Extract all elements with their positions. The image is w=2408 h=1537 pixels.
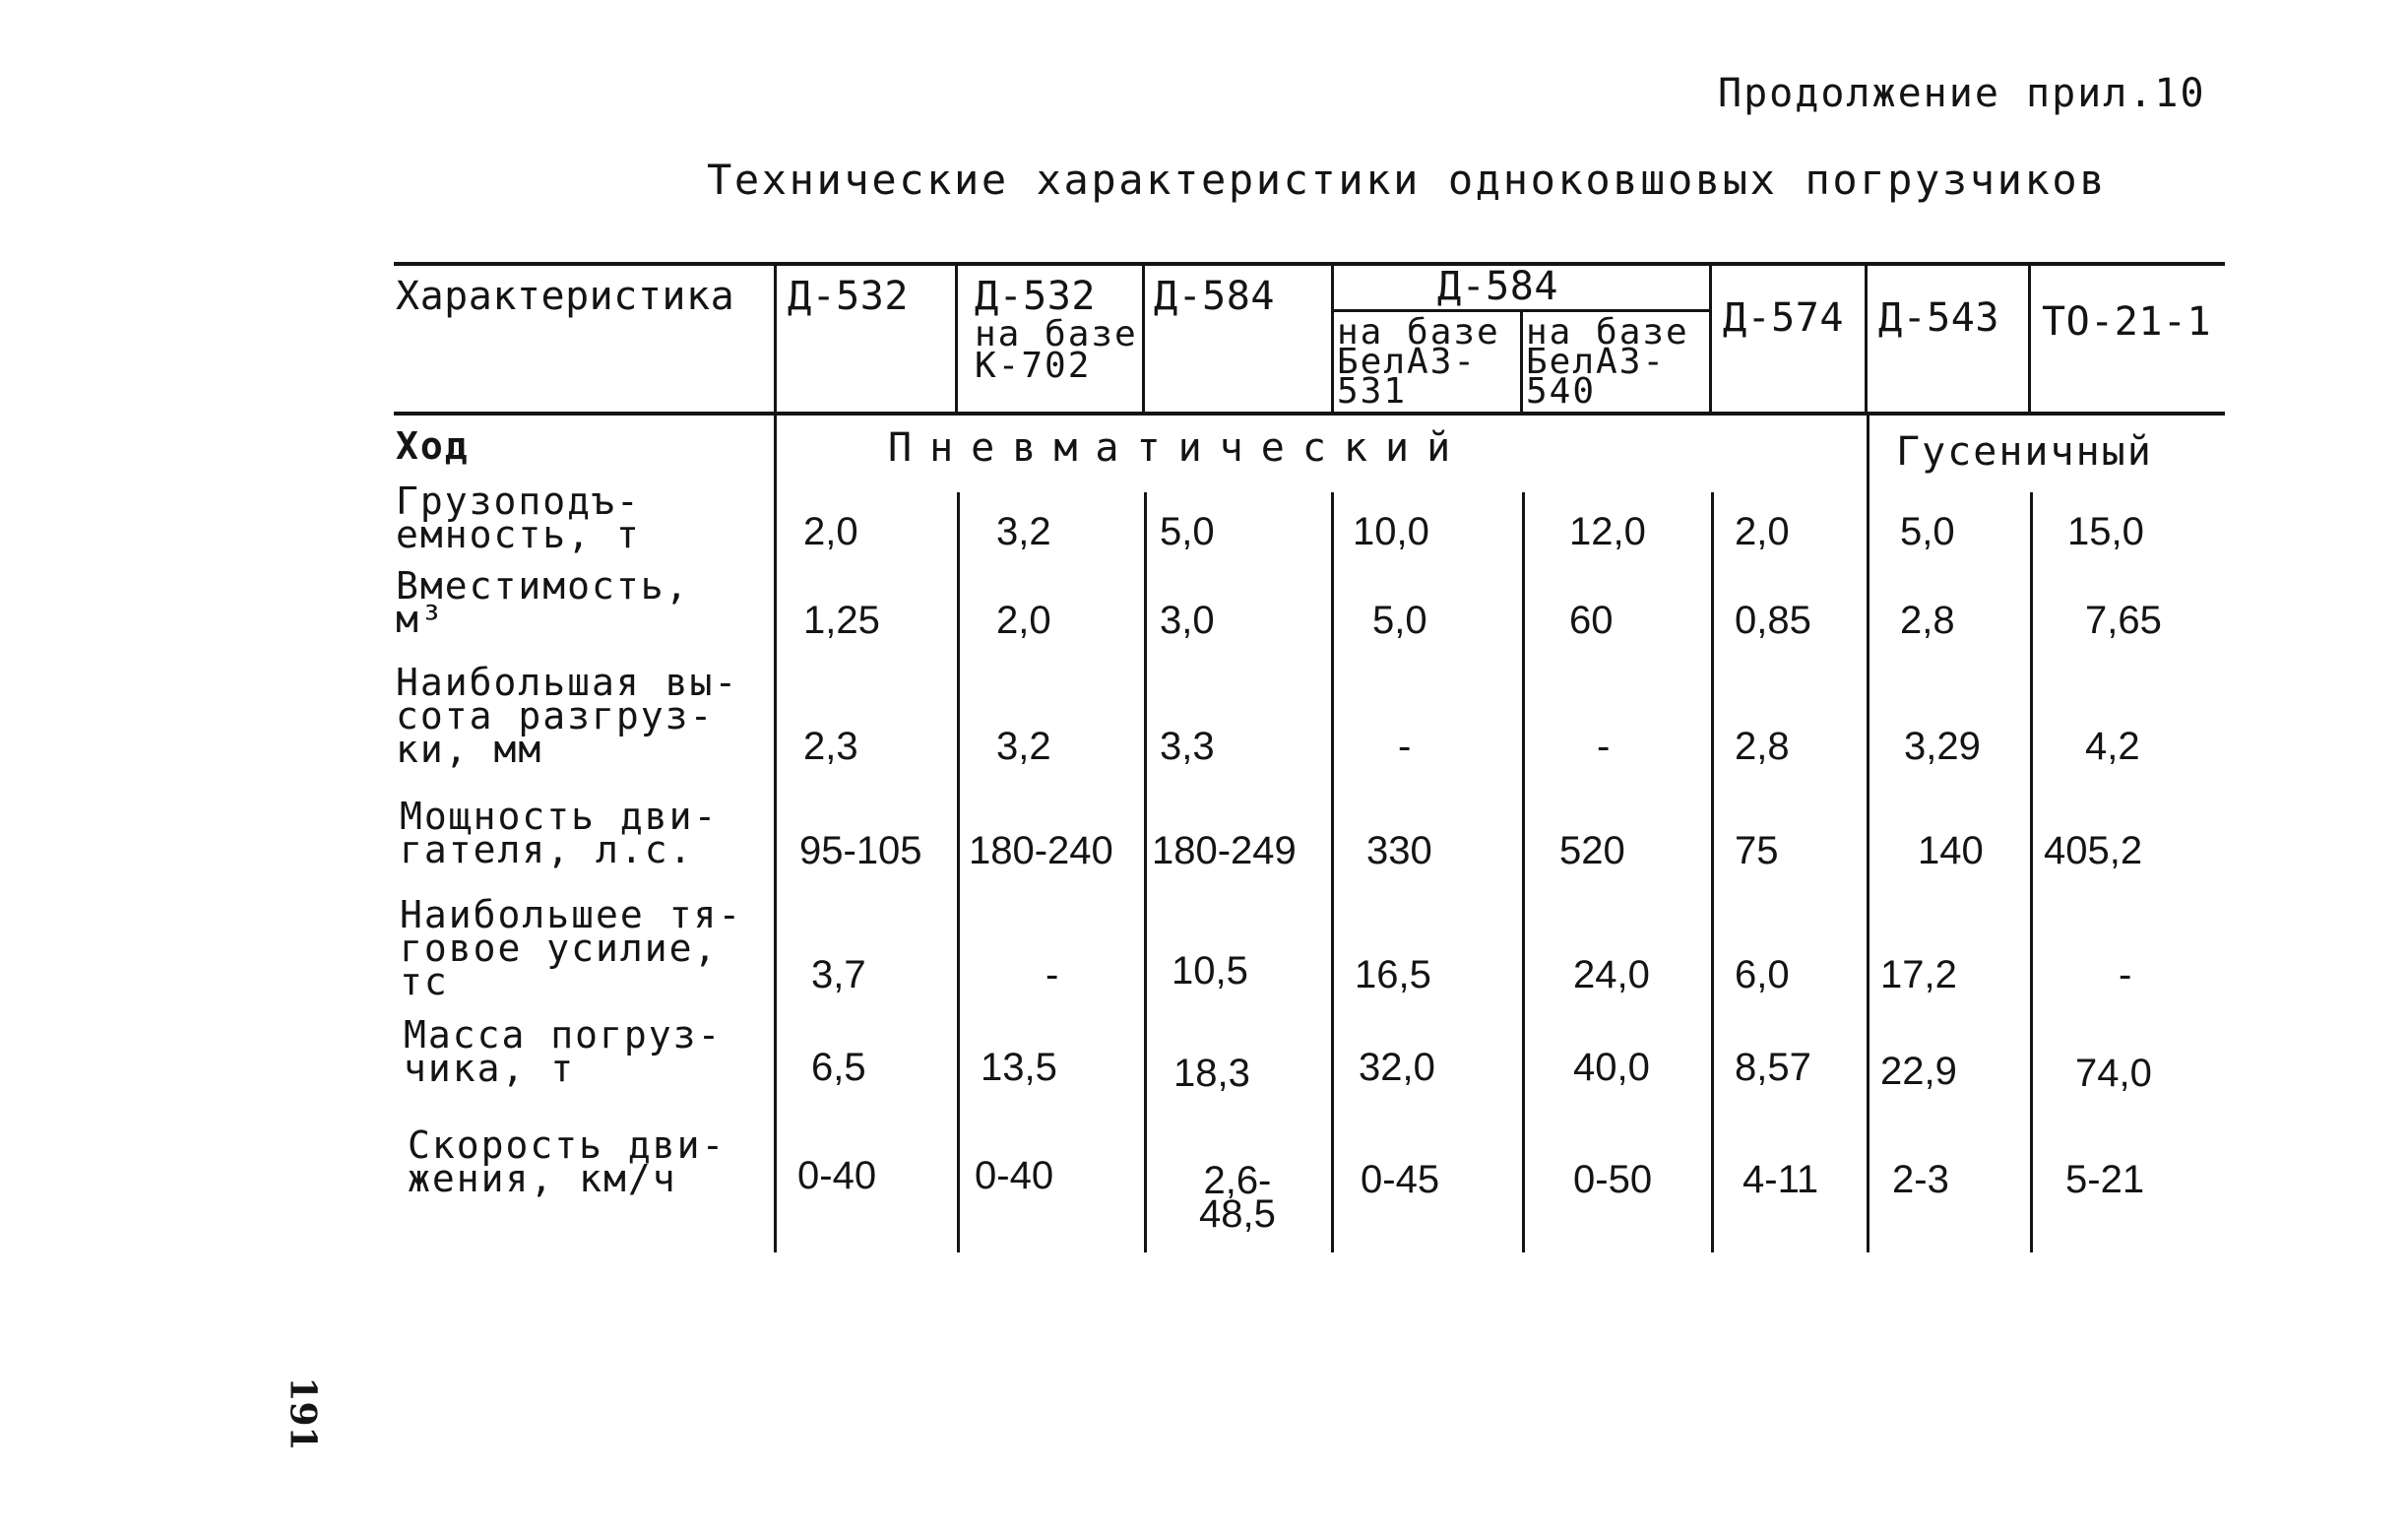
- table-cell: 7,65: [2085, 599, 2162, 642]
- table-cell: 0-45: [1361, 1158, 1440, 1201]
- page-number: 191: [283, 1377, 324, 1451]
- table-cell: 405,2: [2044, 829, 2143, 872]
- col-divider: [1522, 492, 1525, 1252]
- table-cell: 10,0: [1353, 510, 1429, 553]
- table-cell: 3,3: [1160, 725, 1215, 768]
- row-label-tractive-force: Наибольшее тя- говое усилие, тс: [400, 893, 743, 1003]
- table-cell: -: [1046, 953, 1059, 996]
- table-cell: 12,0: [1569, 510, 1646, 553]
- table-cell: 140: [1918, 829, 1984, 872]
- table-cell: -: [1597, 725, 1611, 768]
- table-cell: 1,25: [803, 599, 880, 642]
- col-subheader-line: на базе: [1526, 312, 1689, 352]
- table-cell: 60: [1569, 599, 1614, 642]
- col-divider: [957, 492, 960, 1252]
- table-cell: 15,0: [2067, 510, 2144, 553]
- table-cell: 2,8: [1735, 725, 1790, 768]
- col-subheader-line: БелАЗ-: [1337, 342, 1478, 382]
- col-header-d532: Д-532: [788, 274, 909, 319]
- table-title: Технические характеристики одноковшовых погрузчиков: [707, 156, 2108, 204]
- table-cell: 3,29: [1904, 725, 1981, 768]
- table-cell: 4,2: [2085, 725, 2140, 768]
- col-divider: [2028, 264, 2031, 414]
- table-cell: 2,0: [996, 599, 1051, 642]
- table-cell: 18,3: [1173, 1052, 1250, 1095]
- table-cell: 180-240: [969, 829, 1113, 872]
- col-divider: [1520, 311, 1523, 414]
- table-cell: 3,2: [996, 725, 1051, 768]
- table-cell: 0-40: [975, 1154, 1054, 1197]
- table-cell: 520: [1559, 829, 1625, 872]
- col-divider: [774, 264, 777, 414]
- table-cell: 3,2: [996, 510, 1051, 553]
- col-header-to21: ТО-21-1: [2042, 299, 2212, 345]
- table-cell: 2,8: [1900, 599, 1955, 642]
- table-cell: 5-21: [2065, 1158, 2145, 1201]
- col-header-d543: Д-543: [1878, 295, 1999, 341]
- table-cell: 6,5: [811, 1046, 866, 1089]
- row-label-engine-power: Мощность дви- гателя, л.с.: [400, 795, 719, 871]
- table-cell: 3,0: [1160, 599, 1215, 642]
- row-label-travel-speed: Скорость дви- жения, км/ч: [408, 1123, 727, 1200]
- table-cell: 17,2: [1880, 953, 1957, 996]
- col-subheader-line: БелАЗ-: [1526, 342, 1667, 382]
- col-subheader-line: К-702: [975, 346, 1092, 386]
- table-cell: 2,6- 48,5: [1199, 1159, 1276, 1236]
- table-cell: 330: [1366, 829, 1432, 872]
- row-label-dump-height: Наибольшая вы- сота разгруз- ки, мм: [396, 661, 739, 771]
- col-divider: [2030, 492, 2033, 1252]
- table-cell: -: [2119, 953, 2132, 996]
- table-cell: 5,0: [1900, 510, 1955, 553]
- table-cell: 2,3: [803, 725, 858, 768]
- col-divider: [1711, 492, 1714, 1252]
- table-cell: 5,0: [1160, 510, 1215, 553]
- table-cell: 8,57: [1735, 1046, 1811, 1089]
- row-label-travel: Ход: [396, 424, 470, 468]
- table-cell: 4-11: [1743, 1158, 1819, 1201]
- table-cell: 74,0: [2075, 1052, 2152, 1095]
- col-divider: [955, 264, 958, 414]
- table-cell: 6,0: [1735, 953, 1790, 996]
- col-divider: [1331, 264, 1334, 414]
- row-label-load-capacity: Грузоподъ- емность, т: [396, 480, 641, 556]
- table-cell: 24,0: [1573, 953, 1650, 996]
- col-divider: [1865, 264, 1868, 414]
- col-subheader-line: на базе: [1337, 312, 1500, 352]
- table-cell: 5,0: [1372, 599, 1427, 642]
- header-bottom-rule: [394, 412, 2225, 416]
- table-cell: 0-40: [797, 1154, 877, 1197]
- table-cell: 32,0: [1359, 1046, 1435, 1089]
- table-cell: 40,0: [1573, 1046, 1650, 1089]
- col-group-header-d584: Д-584: [1437, 264, 1558, 309]
- col-header-d584: Д-584: [1154, 274, 1275, 319]
- travel-type-pneumatic: Пневматический: [888, 425, 1469, 471]
- col-divider: [1331, 492, 1334, 1252]
- appendix-continuation-note: Продолжение прил.10: [1718, 71, 2206, 116]
- col-divider: [774, 414, 777, 1252]
- col-subheader-line: 540: [1526, 371, 1597, 412]
- table-cell: 0-50: [1573, 1158, 1653, 1201]
- table-cell: 0,85: [1735, 599, 1811, 642]
- table-cell: 2,0: [1735, 510, 1790, 553]
- col-header-characteristic: Характеристика: [396, 274, 735, 319]
- col-divider: [1867, 414, 1869, 1252]
- table-cell: 13,5: [981, 1046, 1057, 1089]
- col-header-d532-k702: Д-532: [975, 274, 1096, 319]
- table-cell: 2,0: [803, 510, 858, 553]
- table-cell: 2-3: [1892, 1158, 1949, 1201]
- col-subheader-line: 531: [1337, 371, 1408, 412]
- col-divider: [1142, 264, 1145, 414]
- row-label-bucket-volume: Вместимость, м³: [396, 564, 690, 641]
- table-cell: 10,5: [1172, 949, 1248, 993]
- col-header-d574: Д-574: [1723, 295, 1844, 341]
- table-top-rule: [394, 262, 2225, 266]
- table-cell: 180-249: [1152, 829, 1297, 872]
- row-label-loader-mass: Масса погруз- чика, т: [404, 1013, 723, 1090]
- table-cell: 16,5: [1355, 953, 1431, 996]
- col-divider: [1144, 492, 1147, 1252]
- table-cell: 95-105: [799, 829, 922, 872]
- travel-type-tracked: Гусеничный: [1896, 429, 2153, 475]
- table-cell: 22,9: [1880, 1050, 1957, 1093]
- col-divider: [1709, 264, 1712, 414]
- col-subheader-line: на базе: [975, 314, 1138, 354]
- table-cell: 75: [1735, 829, 1779, 872]
- table-cell: 3,7: [811, 953, 866, 996]
- table-cell: -: [1398, 725, 1412, 768]
